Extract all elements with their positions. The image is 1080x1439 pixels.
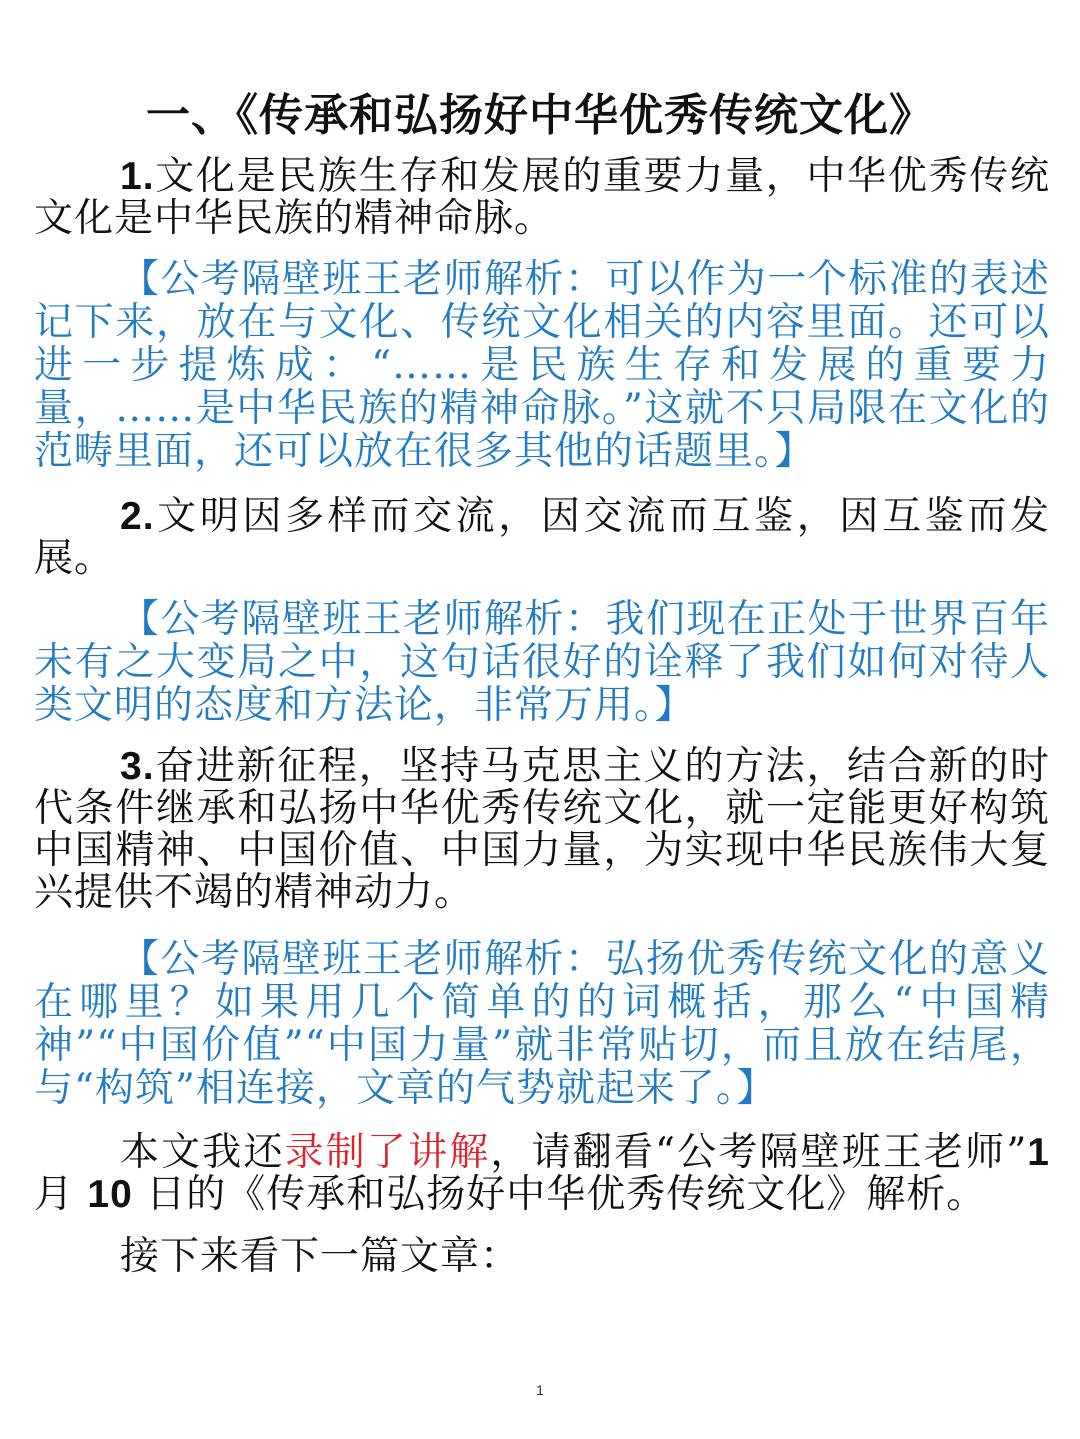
closing-part2: ，请翻看“公考隔壁班王老师”: [490, 1130, 1028, 1175]
closing-part3: 日的《传承和弘扬好中华优秀传统文化》解析。: [132, 1172, 987, 1217]
item-2-note: 【公考隔壁班王老师解析：我们现在正处于世界百年未有之大变局之中，这句话很好的诠释了我们如何对待人类文明的态度和方法论，非常万用。】: [34, 597, 1050, 728]
closing-part1: 本文我还: [120, 1130, 285, 1175]
item-1-text: [34, 156, 1050, 240]
page-title: 一、《传承和弘扬好中华优秀传统文化》: [146, 90, 934, 141]
item-3-number: 3.: [120, 745, 155, 788]
item-1-number: 1.: [120, 155, 155, 198]
closing-highlight: 录制了讲解: [284, 1130, 491, 1175]
next-article-text: 接下来看下一篇文章：: [120, 1234, 521, 1279]
closing-month-number: 1: [1027, 1131, 1050, 1174]
item-2-body: 文明因多样而交流，因交流而互鉴，因互鉴而发展。: [34, 494, 1050, 581]
item-2-number: 2.: [120, 495, 155, 538]
page-number: 1: [536, 1382, 544, 1398]
closing-day-number: 10: [87, 1173, 133, 1216]
item-3-text: [34, 746, 1050, 914]
item-2-text: [34, 496, 1050, 580]
item-3-body: 奋进新征程，坚持马克思主义的方法，结合新的时代条件继承和弘扬中华优秀传统文化，就一定能更好构筑中国精神、中国价值、中国力量，为实现中华民族伟大复兴提供不竭的精神动力。: [34, 744, 1050, 915]
closing-paragraph: [34, 1132, 1050, 1216]
closing-month-char: 月: [34, 1172, 88, 1217]
item-1-note: 【公考隔壁班王老师解析：可以作为一个标准的表述记下来，放在与文化、传统文化相关的内容里面。还可以进一步提炼成：“……是民族生存和发展的重要力量，……是中华民族的精神命脉。”这就不只局限在文化的范畴里面，还可以放在很多其他的话题里。】: [34, 257, 1050, 474]
item-1-body: 文化是民族生存和发展的重要力量，中华优秀传统文化是中华民族的精神命脉。: [34, 154, 1050, 241]
item-3-note: 【公考隔壁班王老师解析：弘扬优秀传统文化的意义在哪里？如果用几个简单的的词概括，那么“中国精神”“中国价值”“中国力量”就非常贴切，而且放在结尾，与“构筑”相连接，文章的气势就起来了。】: [34, 937, 1050, 1111]
